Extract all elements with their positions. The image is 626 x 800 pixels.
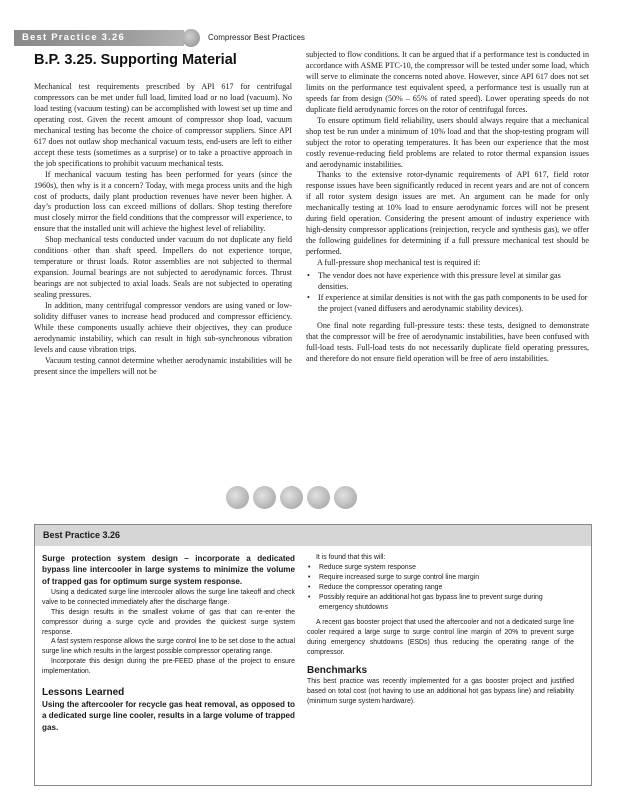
body-paragraph: Thanks to the extensive rotor-dynamic requirements of API 617, field rotor response issues have been significantly reduced in recent years and are not of concern if all rotor system design issues are met. An argument can be made for only mechanically testing at 10% load to ensure aerodynamic forces will not be present during field operation. Considering the present amount of industry experience with high-density compressor applications (reinjection, recycle and synthesis gas), we offer the following guidelines for determining if a full pressure mechanical test should be performed. xyxy=(306,170,589,257)
list-item: • If experience at similar densities is not with the gas path components to be used for the project (vaned diffusers and aerodynamic stability devices). xyxy=(318,293,589,315)
requirements-list xyxy=(306,271,589,315)
box-paragraph: A recent gas booster project that used the aftercooler and not a dedicated surge line cooler required a large surge to surge control line margin of 20% to prevent surge during emergency shutdowns (ESDs) thus reducing the operating range of the compressor. xyxy=(307,619,574,657)
body-paragraph: If mechanical vacuum testing has been performed for years (since the 1960s), then why is it a concern? Today, with mega process units and the high cost of products, daily plant production revenues have never been higher. A day’s production loss can exceed millions of dollars. Shop testing therefore must closely mirror the field conditions that the compressor will experience, to ensure that the installed unit will achieve the highest level of reliability. xyxy=(34,169,292,234)
header-circle-icon xyxy=(182,29,200,47)
divider-dot-icon xyxy=(253,486,276,509)
section-divider-dots xyxy=(226,486,361,510)
best-practice-left-column xyxy=(42,553,295,734)
divider-dot-icon xyxy=(307,486,330,509)
lessons-learned-text: Using the aftercooler for recycle gas heat removal, as opposed to a dedicated surge line cooler, results in a large volume of trapped gas. xyxy=(42,700,295,732)
benchmarks-text: This best practice was recently implemented for a gas booster project and justified based on total cost (not having to use an additional hot gas bypass line) and reliability (minimum surge system hardware). xyxy=(307,678,574,705)
list-item: • The vendor does not have experience with this pressure level at similar gas densities. xyxy=(318,271,589,293)
body-paragraph: Mechanical test requirements prescribed by API 617 for centrifugal compressors can be met under full load, limited load or no load (vacuum). No load testing (vacuum testing) can be accomplished with lowest set up time and operating cost. Given the recent amount of compressor shop load, vacuum mechanical testing has become the choice of compressor suppliers. Since API 617 does not outlaw shop mechanical vacuum tests, end-users are left to either accept these tests (sometimes as a surprise) or to take a proactive approach in the job specifications to prohibit vacuum mechanical tests. xyxy=(34,82,292,168)
benchmarks-heading: Benchmarks xyxy=(307,665,368,677)
list-item: • Require increased surge to surge control line margin xyxy=(319,573,574,583)
box-paragraph: Incorporate this design during the pre-FEED phase of the project to ensure implementation. xyxy=(42,658,295,676)
body-paragraph: To ensure optimum field reliability, users should always require that a mechanical shop test be run under a minimum of 10% load and that the shop-testing program will subject the rotor to operating temperatures. It has been our experience that the most costly revenue-reducing field problems are related to rotor thermal expansion issues and aerodynamic instabilities. xyxy=(306,115,589,169)
body-paragraph: In addition, many centrifugal compressor vendors are using vaned or low-solidity diffuser vanes to increase head produced and compressor efficiency. While these components usually achieve their objectives, they can produce aerodynamic instability, which can result in high sub-synchronous vibration levels and cause vibration trips. xyxy=(34,301,292,354)
box-paragraph: A fast system response allows the surge control line to be set close to the actual surge line which results in the largest possible compressor operating range. xyxy=(42,638,295,656)
right-column xyxy=(306,50,589,365)
chapter-title: Compressor Best Practices xyxy=(208,33,305,42)
left-column xyxy=(34,82,292,378)
best-practice-title: Best Practice 3.26 xyxy=(35,525,591,546)
box-paragraph: Using a dedicated surge line intercooler allows the surge line takeoff and check valve to be connected immediately after the discharge flange. xyxy=(42,588,295,606)
divider-dot-icon xyxy=(226,486,249,509)
body-paragraph: Vacuum testing cannot determine whether aerodynamic instabilities will be present since the impellers will not be xyxy=(34,355,292,376)
box-paragraph: This design results in the smallest volume of gas that can re-enter the compressor during a surge cycle and provides the quickest surge system response. xyxy=(42,608,295,636)
box-paragraph: It is found that this will: xyxy=(316,554,386,561)
best-practice-right-column xyxy=(307,553,574,707)
best-practice-lead: Surge protection system design – incorporate a dedicated bypass line intercooler in large systems to minimize the volume of trapped gas for optimum surge system response. xyxy=(42,554,295,586)
best-practice-box xyxy=(34,524,592,786)
body-paragraph: One final note regarding full-pressure tests: these tests, designed to demonstrate that the compressor will be free of aerodynamic instabilities, have been confused with full-load tests. Full-load tests do not necessarily duplicate field operating pressures, and therefore do not ensure field operation will be free of aero instabilities. xyxy=(306,320,589,363)
body-paragraph: A full-pressure shop mechanical test is required if: xyxy=(317,258,481,268)
list-item: • Reduce the compressor operating range xyxy=(319,583,574,593)
body-paragraph: subjected to flow conditions. It can be argued that if a performance test is conducted in accordance with ASME PTC-10, the compressor will be tested under some load, which will serve to eliminate the concerns noted above. However, since API 617 does not set limits on the performance test equivalent speed, a performance test is usually run at speeds far from design (50% – 65% of rated speed). Lower operating speeds do not duplicate field aerodynamic forces on the rotor of centrifugal forces. xyxy=(306,50,589,114)
effects-list xyxy=(307,563,574,613)
header-tab-label: Best Practice 3.26 xyxy=(14,30,184,46)
page-header xyxy=(14,30,612,46)
section-title: B.P. 3.25. Supporting Material xyxy=(34,52,237,68)
divider-dot-icon xyxy=(334,486,357,509)
list-item: • Reduce surge system response xyxy=(319,563,574,573)
divider-dot-icon xyxy=(280,486,303,509)
list-item: • Possibly require an additional hot gas bypass line to prevent surge during emergency shutdowns xyxy=(319,593,574,613)
body-paragraph: Shop mechanical tests conducted under vacuum do not duplicate any field conditions other than shaft speed. Impellers do not experience torque, temperature or thrust loads. Rotor assemblies are not subjected to thermal expansion. Journal bearings are not subjected to aerodynamic forces. Thrust bearings are not subjected to axial loads. Seals are not subjected to operating sealing pressures. xyxy=(34,235,292,300)
lessons-learned-heading: Lessons Learned xyxy=(42,687,125,699)
